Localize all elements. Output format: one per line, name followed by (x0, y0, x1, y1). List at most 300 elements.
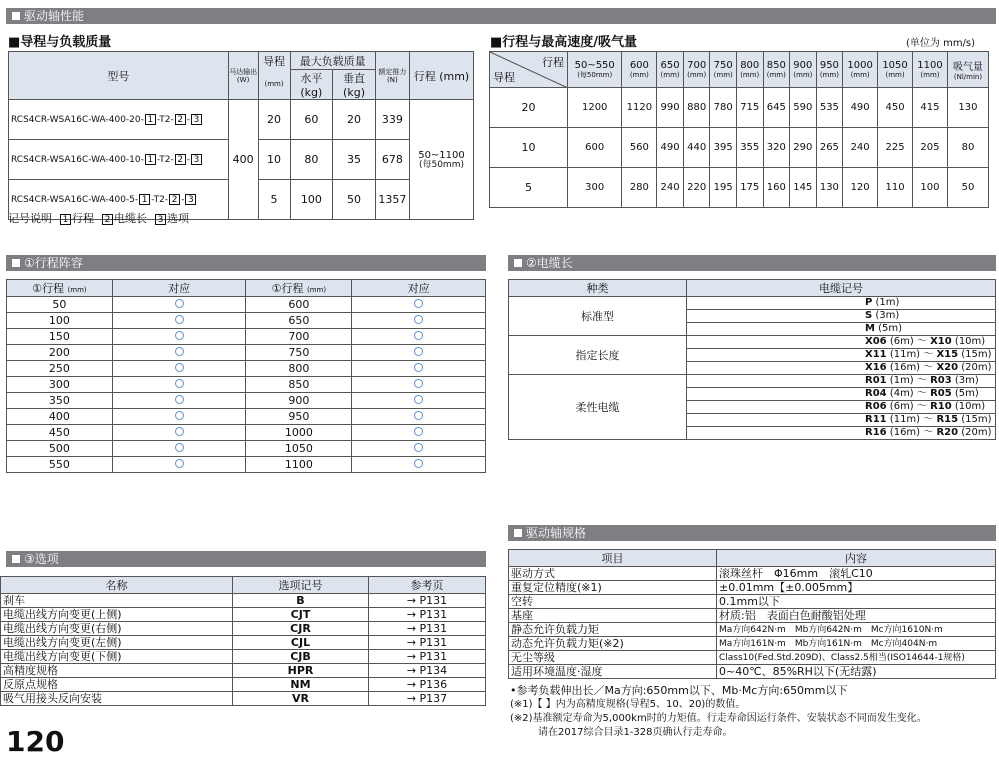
th-vert: 垂直(kg) (333, 70, 376, 100)
speed-cell: 450 (878, 88, 913, 128)
th-col-label: 650 (660, 60, 680, 71)
speed-cell: 130 (947, 88, 988, 128)
note-3: 请在2017综合目录1-328页确认行走寿命。 (538, 727, 733, 738)
section-title: 驱动轴规格 (526, 526, 587, 540)
th-col-sub: (mm) (793, 71, 813, 79)
th-maxload: 最大负载质量 (290, 52, 375, 70)
horiz-cell: 80 (290, 140, 333, 180)
spec-item: 基座 (509, 609, 717, 623)
circle-icon (175, 379, 184, 388)
support-cell (112, 393, 246, 409)
lead-cell: 10 (490, 128, 568, 168)
note-1: (※1)【 】内为高精度规格(导程5、10、20)的数值。 (510, 699, 746, 710)
circle-icon (414, 299, 423, 308)
table-row (509, 375, 996, 388)
speed-cell: 395 (710, 128, 737, 168)
cable-code-part: R10 (930, 401, 952, 412)
circle-icon (414, 363, 423, 372)
spec-content: Ma方向161N·m Mb方向161N·m Mc方向404N·m (717, 637, 996, 651)
cable-code-part: (4m) ～ (886, 388, 931, 399)
support-cell (352, 441, 486, 457)
th-col-sub: (mm) (629, 71, 649, 79)
option-name: 刹车 (1, 594, 233, 608)
option-code: CJL (233, 636, 369, 650)
cable-code-part: (1m) ～ (886, 375, 931, 386)
support-cell (352, 457, 486, 473)
cable-code-part: X15 (936, 349, 959, 360)
table-row (490, 88, 989, 128)
circle-icon (175, 315, 184, 324)
speed-cell: 780 (710, 88, 737, 128)
circle-icon (175, 411, 184, 420)
table-row (490, 128, 989, 168)
th-col-sub: (mm) (740, 71, 760, 79)
cable-code-part: R06 (865, 401, 887, 412)
th-content: 内容 (717, 550, 996, 567)
th-speed-col (843, 52, 878, 88)
th-support: 对应 (352, 280, 486, 297)
th-col-label: 600 (629, 60, 649, 71)
th-speed-col (710, 52, 737, 88)
circle-icon (414, 331, 423, 340)
support-cell (352, 409, 486, 425)
stroke-value: 200 (7, 345, 113, 361)
stroke-value: 1000 (246, 425, 352, 441)
circle-icon (175, 427, 184, 436)
options-table (0, 576, 486, 706)
square-bullet-icon (12, 12, 20, 20)
th-speed-col (683, 52, 710, 88)
cable-code-part: (15m) (958, 414, 992, 425)
model-cell: RCS4CR-WSA16C-WA-400-10- 1 -T2- 2 - 3 (9, 140, 229, 180)
spec-notes (510, 684, 996, 740)
option-page: → P131 (369, 650, 486, 664)
option-code: B (233, 594, 369, 608)
speed-cell: 80 (947, 128, 988, 168)
option-page: → P136 (369, 678, 486, 692)
vert-cell: 20 (333, 100, 376, 140)
table-row (7, 313, 486, 329)
th-col-label: 吸气量 (952, 62, 983, 73)
support-cell (112, 329, 246, 345)
speed-cell: 535 (816, 88, 843, 128)
table-row (1, 594, 486, 608)
stroke-value: 750 (246, 345, 352, 361)
cable-code-part: X11 (865, 349, 887, 360)
th-col-label: 700 (687, 60, 707, 71)
support-cell (112, 297, 246, 313)
th-speed-col (763, 52, 790, 88)
stroke-value: 50 (7, 297, 113, 313)
support-cell (352, 297, 486, 313)
option-code: VR (233, 692, 369, 706)
th-col-sub: (mm) (850, 71, 870, 79)
option-code: CJT (233, 608, 369, 622)
th-lead-unit: (mm) (258, 70, 290, 100)
option-name: 高精度规格 (1, 664, 233, 678)
model-cell: RCS4CR-WSA16C-WA-400-20- 1 -T2- 2 - 3 (9, 100, 229, 140)
section-title: ①行程阵容 (24, 256, 83, 270)
cable-type: 标准型 (509, 297, 687, 336)
stroke-cell: 50~1100 (每50mm) (409, 100, 473, 220)
th-speed-col (736, 52, 763, 88)
th-stroke: ①行程 (mm) (246, 280, 352, 297)
support-cell (352, 345, 486, 361)
cable-code (687, 427, 996, 440)
square-bullet-icon (12, 555, 20, 563)
table-row (7, 393, 486, 409)
th-type: 种类 (509, 280, 687, 297)
spec-item: 动态允许负载力矩(※2) (509, 637, 717, 651)
th-col-sub: (mm) (885, 71, 905, 79)
support-cell (112, 425, 246, 441)
speed-cell: 175 (736, 168, 763, 208)
cable-code-part: R11 (865, 414, 887, 425)
th-col-sub: (mm) (819, 71, 839, 79)
cable-code-part: (5m) (951, 388, 979, 399)
th-col-label: 800 (740, 60, 760, 71)
support-cell (112, 345, 246, 361)
option-name: 电缆出线方向变更(下侧) (1, 650, 233, 664)
cable-code-part: (20m) (958, 362, 992, 373)
square-bullet-icon (12, 259, 20, 267)
vert-cell: 50 (333, 180, 376, 220)
table-row (7, 457, 486, 473)
support-cell (352, 425, 486, 441)
thrust-cell: 1357 (375, 180, 409, 220)
option-code: HPR (233, 664, 369, 678)
cable-code-part: R20 (936, 427, 959, 438)
option-code: CJB (233, 650, 369, 664)
speed-cell: 590 (790, 88, 817, 128)
speed-cell: 490 (657, 128, 684, 168)
support-cell (352, 361, 486, 377)
note-2: (※2)基准额定寿命为5,000km时的力矩值。行走寿命因运行条件、安装状态不同而发生变化。 (510, 713, 927, 724)
stroke-value: 650 (246, 313, 352, 329)
table-row (509, 623, 996, 637)
th-stroke: 行程 (mm) (409, 52, 473, 100)
cable-code (687, 362, 996, 375)
table-row (509, 637, 996, 651)
speed-cell: 715 (736, 88, 763, 128)
cable-code-part: R05 (930, 388, 952, 399)
table-row (1, 692, 486, 706)
cable-code-part: R04 (865, 388, 887, 399)
cable-code-part: R15 (936, 414, 959, 425)
table-row (509, 567, 996, 581)
motor-cell: 400 (228, 100, 258, 220)
circle-icon (175, 299, 184, 308)
option-name: 电缆出线方向变更(右侧) (1, 622, 233, 636)
table-row (1, 622, 486, 636)
speed-cell: 50 (947, 168, 988, 208)
section-bar-spec (508, 525, 996, 541)
lead-cell: 20 (258, 100, 290, 140)
cable-code-part: (6m) ～ (886, 336, 931, 347)
cable-code-part: (5m) (874, 323, 903, 334)
circle-icon (175, 363, 184, 372)
spec-table (508, 549, 996, 679)
th-item: 项目 (509, 550, 717, 567)
table-row (1, 650, 486, 664)
th-col-sub: (mm) (920, 71, 940, 79)
circle-icon (414, 395, 423, 404)
th-page: 参考页 (369, 577, 486, 594)
note-main: •参考负载伸出长／Ma方向:650mm以下、Mb·Mc方向:650mm以下 (510, 684, 848, 697)
support-cell (112, 409, 246, 425)
th-col-label: 1050 (882, 60, 908, 71)
th-diagonal (490, 52, 568, 88)
speed-cell: 320 (763, 128, 790, 168)
lead-load-heading: ■导程与负载质量 (8, 35, 112, 50)
square-bullet-icon (514, 259, 522, 267)
cable-code-part: (16m) ～ (886, 362, 937, 373)
circle-icon (414, 411, 423, 420)
circle-icon (414, 379, 423, 388)
cable-code-part: R16 (865, 427, 887, 438)
cable-type: 指定长度 (509, 336, 687, 375)
cable-code (687, 401, 996, 414)
cable-code-part: (20m) (958, 427, 992, 438)
cable-code-part: (6m) ～ (886, 401, 931, 412)
th-speed-col (790, 52, 817, 88)
th-thrust: 额定推力(N) (375, 52, 409, 100)
support-cell (352, 313, 486, 329)
cable-code-part: S (865, 310, 873, 321)
support-cell (352, 377, 486, 393)
cable-code-part: (11m) ～ (886, 349, 937, 360)
cable-code (687, 349, 996, 362)
speed-cell: 645 (763, 88, 790, 128)
circle-icon (414, 315, 423, 324)
cable-code-part: X10 (930, 336, 952, 347)
speed-cell: 265 (816, 128, 843, 168)
stroke-value: 500 (7, 441, 113, 457)
cable-code (687, 336, 996, 349)
stroke-value: 550 (7, 457, 113, 473)
table-row (7, 409, 486, 425)
speed-cell: 560 (622, 128, 657, 168)
spec-content: ±0.01mm【±0.005mm】 (717, 581, 996, 595)
cable-code (687, 323, 996, 336)
option-name: 电缆出线方向变更(左侧) (1, 636, 233, 650)
th-speed-col (568, 52, 622, 88)
stroke-value: 250 (7, 361, 113, 377)
legend: 记号说明 1 行程 2 电缆长 3 选项 (8, 212, 189, 225)
stroke-value: 700 (246, 329, 352, 345)
th-col-label: 50~550 (574, 60, 615, 71)
th-support: 对应 (112, 280, 246, 297)
cable-code-part: X20 (936, 362, 959, 373)
table-row (7, 345, 486, 361)
cable-code (687, 375, 996, 388)
table-row (7, 361, 486, 377)
option-page: → P131 (369, 636, 486, 650)
speed-cell: 160 (763, 168, 790, 208)
spec-item: 驱动方式 (509, 567, 717, 581)
table-row (1, 608, 486, 622)
speed-cell: 220 (683, 168, 710, 208)
model-cell: RCS4CR-WSA16C-WA-400-5- 1 -T2- 2 - 3 (9, 180, 229, 220)
option-page: → P131 (369, 622, 486, 636)
stroke-value: 1050 (246, 441, 352, 457)
table-row (9, 100, 474, 140)
spec-item: 静态允许负载力矩 (509, 623, 717, 637)
support-cell (352, 329, 486, 345)
lead-load-table (8, 51, 474, 220)
option-name: 电缆出线方向变更(上侧) (1, 608, 233, 622)
circle-icon (414, 427, 423, 436)
lead-cell: 5 (490, 168, 568, 208)
table-row (1, 636, 486, 650)
section-title: ②电缆长 (526, 256, 573, 270)
thrust-cell: 678 (375, 140, 409, 180)
lead-cell: 20 (490, 88, 568, 128)
table-row (7, 425, 486, 441)
vert-cell: 35 (333, 140, 376, 180)
speed-cell: 205 (913, 128, 948, 168)
th-col-sub: (mm) (713, 71, 733, 79)
cable-code-part: X16 (865, 362, 887, 373)
th-col-label: 900 (793, 60, 813, 71)
speed-cell: 110 (878, 168, 913, 208)
table-row (7, 297, 486, 313)
table-row (509, 651, 996, 665)
speed-cell: 490 (843, 88, 878, 128)
stroke-value: 450 (7, 425, 113, 441)
speed-cell: 600 (568, 128, 622, 168)
square-bullet-icon (514, 529, 522, 537)
th-speed-col (878, 52, 913, 88)
stroke-value: 800 (246, 361, 352, 377)
table-row (509, 609, 996, 623)
section-bar-cable (508, 255, 996, 271)
cable-code-part: (16m) ～ (886, 427, 937, 438)
table-row (509, 336, 996, 349)
speed-cell: 415 (913, 88, 948, 128)
option-code: CJR (233, 622, 369, 636)
th-horiz: 水平(kg) (290, 70, 333, 100)
th-col-sub: (mm) (687, 71, 707, 79)
th-code: 电缆记号 (687, 280, 996, 297)
cable-table (508, 279, 996, 440)
speed-cell: 195 (710, 168, 737, 208)
circle-icon (414, 459, 423, 468)
th-model: 型号 (9, 52, 229, 100)
th-speed-col (657, 52, 684, 88)
th-stroke-label: 行程 (542, 56, 564, 69)
th-col-sub: (每50mm) (577, 71, 613, 79)
option-page: → P131 (369, 594, 486, 608)
stroke-value: 900 (246, 393, 352, 409)
spec-content: Ma方向642N·m Mb方向642N·m Mc方向1610N·m (717, 623, 996, 637)
table-row (509, 297, 996, 310)
stroke-value: 850 (246, 377, 352, 393)
speed-cell: 990 (657, 88, 684, 128)
stroke-table (6, 279, 486, 473)
speed-cell: 290 (790, 128, 817, 168)
thrust-cell: 339 (375, 100, 409, 140)
th-lead-label: 导程 (493, 71, 515, 84)
table-row (7, 329, 486, 345)
circle-icon (175, 459, 184, 468)
th-col-sub: (mm) (660, 71, 680, 79)
support-cell (112, 361, 246, 377)
circle-icon (175, 331, 184, 340)
horiz-cell: 60 (290, 100, 333, 140)
option-page: → P131 (369, 608, 486, 622)
th-col-sub: (Nl/min) (953, 73, 983, 81)
option-code: NM (233, 678, 369, 692)
th-col-sub: (mm) (766, 71, 786, 79)
cable-code-part: (1m) (872, 297, 900, 308)
stroke-value: 150 (7, 329, 113, 345)
support-cell (112, 313, 246, 329)
stroke-value: 300 (7, 377, 113, 393)
stroke-value: 100 (7, 313, 113, 329)
table-row (509, 581, 996, 595)
support-cell (352, 393, 486, 409)
th-speed-col (816, 52, 843, 88)
cable-code-part: R03 (930, 375, 952, 386)
spec-content: 0.1mm以下 (717, 595, 996, 609)
cable-code (687, 310, 996, 323)
support-cell (112, 441, 246, 457)
unit-note: (单位为 mm/s) (906, 38, 976, 49)
speed-cell: 280 (622, 168, 657, 208)
th-motor: 马达输出(W) (228, 52, 258, 100)
section-bar-performance (6, 8, 996, 24)
stroke-value: 600 (246, 297, 352, 313)
cable-code-part: (10m) (951, 336, 986, 347)
speed-cell: 880 (683, 88, 710, 128)
cable-code-part: (11m) ～ (886, 414, 937, 425)
speed-cell: 130 (816, 168, 843, 208)
spec-item: 空转 (509, 595, 717, 609)
cable-code-part: R01 (865, 375, 887, 386)
cable-code (687, 297, 996, 310)
cable-type: 柔性电缆 (509, 375, 687, 440)
cable-code-part: M (865, 323, 875, 334)
circle-icon (175, 347, 184, 356)
th-name: 名称 (1, 577, 233, 594)
cable-code-part: (10m) (951, 401, 986, 412)
table-row (1, 678, 486, 692)
table-row (509, 595, 996, 609)
spec-content: 材质:铝 表面白色耐酸铝处理 (717, 609, 996, 623)
support-cell (112, 457, 246, 473)
th-code: 选项记号 (233, 577, 369, 594)
cable-code-part: (3m) (951, 375, 979, 386)
circle-icon (414, 347, 423, 356)
speed-cell: 240 (657, 168, 684, 208)
speed-cell: 440 (683, 128, 710, 168)
cable-code-part: P (865, 297, 873, 308)
speed-cell: 100 (913, 168, 948, 208)
table-row (1, 664, 486, 678)
th-col-label: 950 (819, 60, 839, 71)
th-speed-col (913, 52, 948, 88)
stroke-speed-heading: ■行程与最高速度/吸气量 (490, 35, 638, 50)
spec-item: 重复定位精度(※1) (509, 581, 717, 595)
horiz-cell: 100 (290, 180, 333, 220)
lead-cell: 10 (258, 140, 290, 180)
circle-icon (414, 443, 423, 452)
cable-code-part: (3m) (872, 310, 900, 321)
spec-content: Class10(Fed.Std.209D)、Class2.5相当(ISO14644-1规格) (717, 651, 996, 665)
speed-cell: 355 (736, 128, 763, 168)
speed-cell: 225 (878, 128, 913, 168)
